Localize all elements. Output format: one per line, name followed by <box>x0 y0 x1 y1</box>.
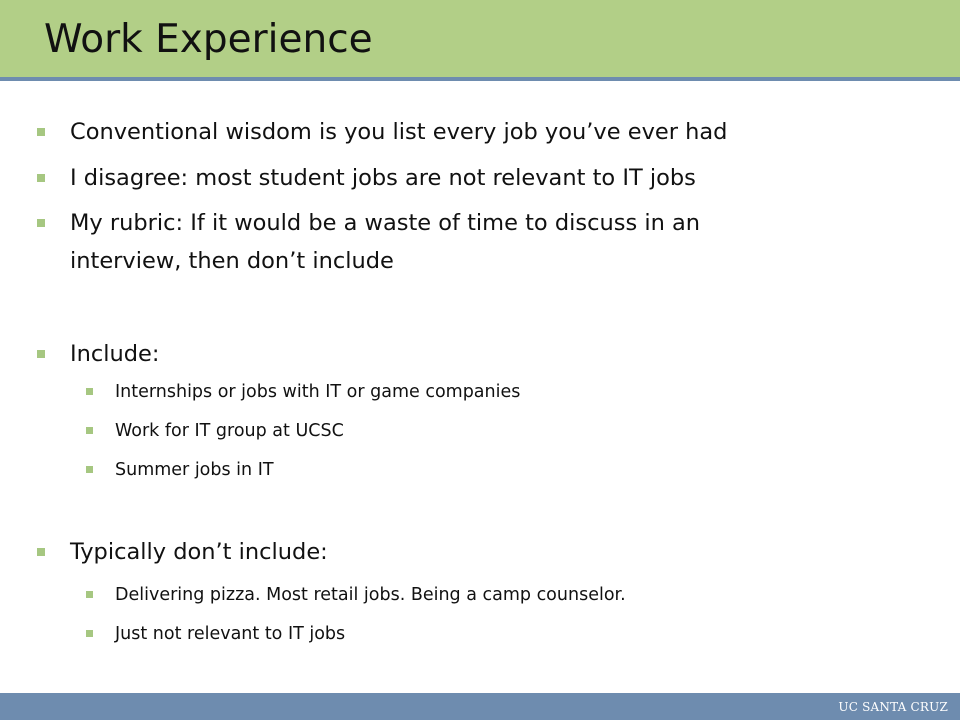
sub-bullet-text: Work for IT group at UCSC <box>115 421 344 441</box>
bullet-rubric-continued <box>70 246 394 276</box>
bullet-marker <box>37 128 45 136</box>
sub-bullet-marker <box>86 388 93 395</box>
bullet-text: Conventional wisdom is you list every job you’ve ever had <box>70 119 728 145</box>
sub-bullet-internships <box>115 380 520 404</box>
sub-bullet-ucsc-it <box>115 419 344 443</box>
sub-bullet-text: Delivering pizza. Most retail jobs. Being a camp counselor. <box>115 585 626 605</box>
sub-bullet-marker <box>86 591 93 598</box>
bullet-marker <box>37 350 45 358</box>
slide-title: Work Experience <box>44 17 373 62</box>
bullet-typically-dont-include <box>70 537 328 567</box>
sub-bullet-marker <box>86 466 93 473</box>
sub-bullet-pizza-retail <box>115 583 626 607</box>
sub-bullet-text: Summer jobs in IT <box>115 460 274 480</box>
bullet-text: I disagree: most student jobs are not relevant to IT jobs <box>70 165 696 191</box>
bullet-marker <box>37 219 45 227</box>
sub-bullet-text: Internships or jobs with IT or game companies <box>115 382 521 402</box>
bullet-rubric <box>70 208 700 238</box>
sub-bullet-marker <box>86 630 93 637</box>
bullet-include <box>70 339 159 369</box>
bullet-text-line-1: My rubric: If it would be a waste of time to discuss in an <box>70 210 701 236</box>
bullet-conventional-wisdom <box>70 117 727 147</box>
bullet-text: Include: <box>70 341 160 367</box>
bullet-text-line-2: interview, then don’t include <box>70 248 394 274</box>
bullet-marker <box>37 174 45 182</box>
bullet-disagree <box>70 163 696 193</box>
bullet-marker <box>37 548 45 556</box>
sub-bullet-summer-jobs <box>115 458 274 482</box>
sub-bullet-text: Just not relevant to IT jobs <box>115 624 346 644</box>
footer-institution: UC SANTA CRUZ <box>838 700 948 714</box>
bullet-text: Typically don’t include: <box>70 539 328 565</box>
sub-bullet-marker <box>86 427 93 434</box>
sub-bullet-not-relevant <box>115 622 345 646</box>
footer-bar <box>0 693 960 720</box>
